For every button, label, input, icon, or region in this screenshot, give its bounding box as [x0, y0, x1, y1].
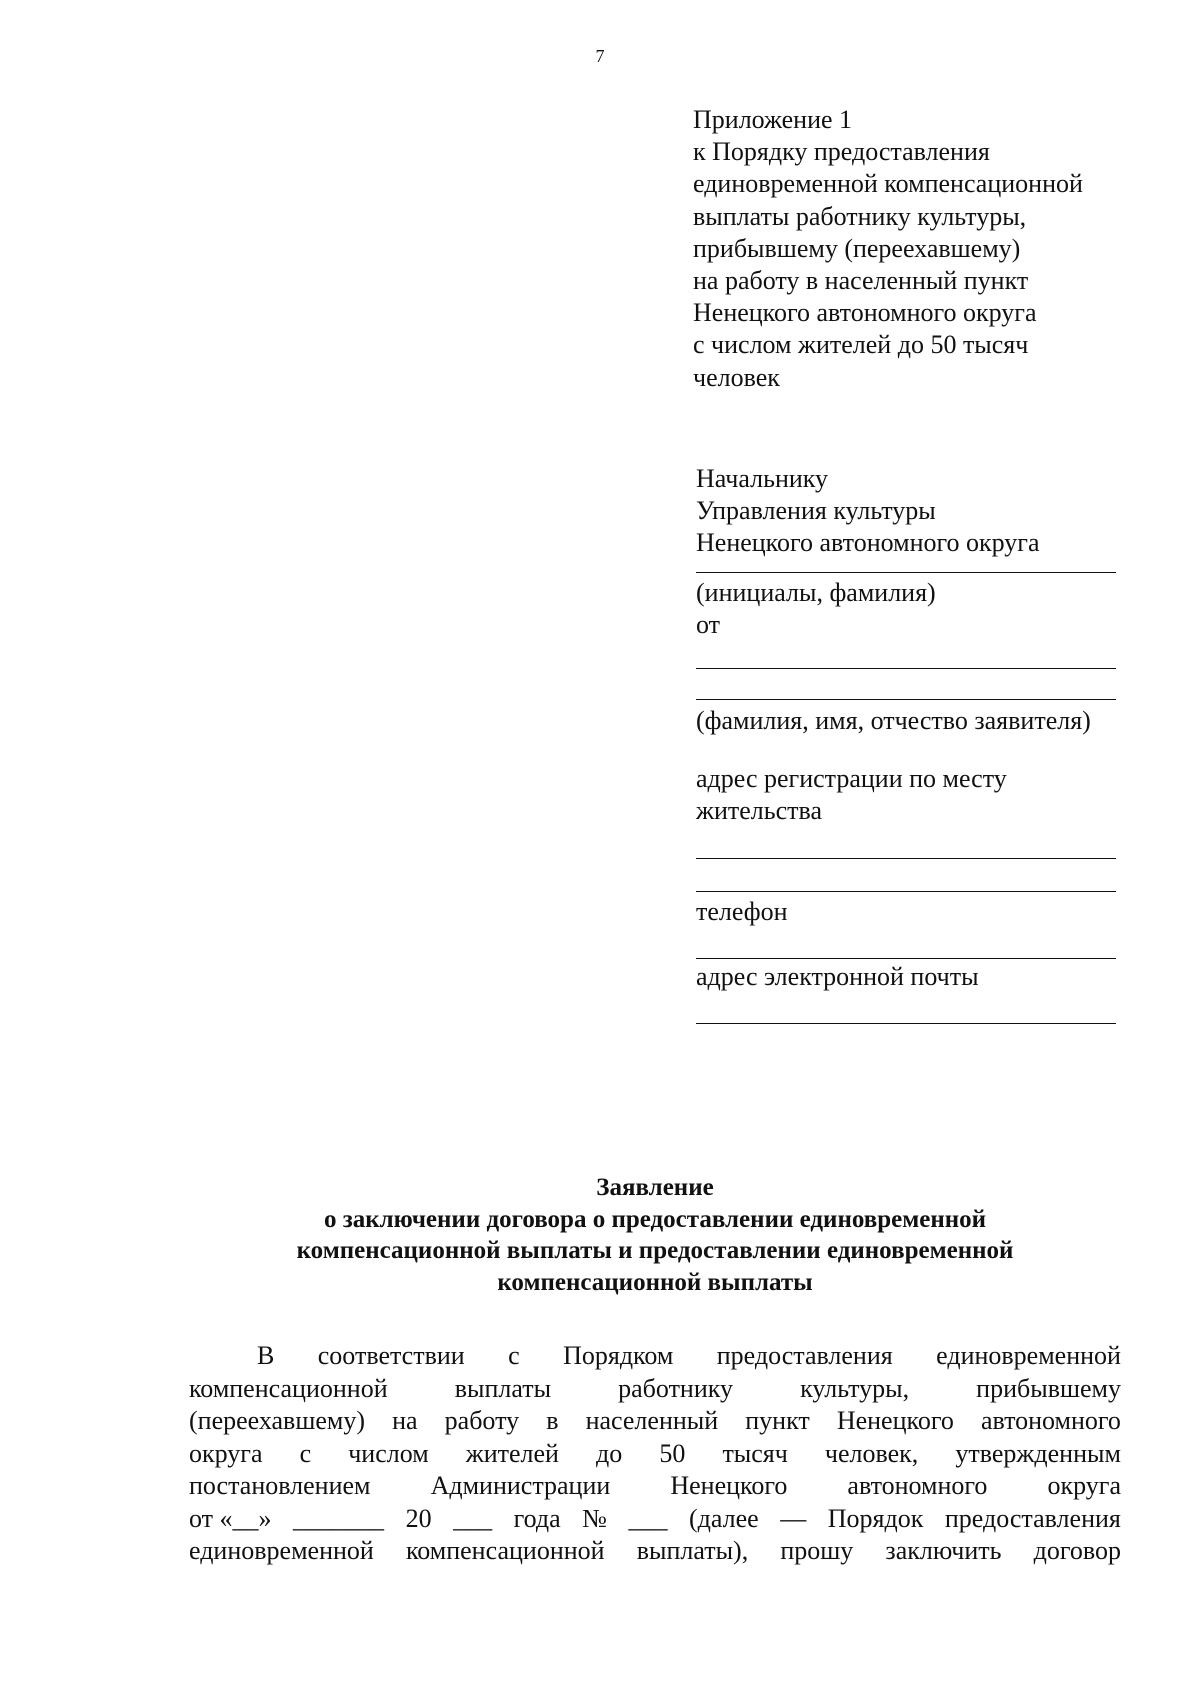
body-word: года	[513, 1503, 561, 1533]
body-word: тысяч	[722, 1438, 788, 1468]
body-line	[189, 1340, 1121, 1373]
body-word: пункт	[745, 1406, 810, 1435]
body-word: ___	[453, 1503, 493, 1533]
body-word: Порядок	[827, 1503, 924, 1533]
registration-label: адрес регистрации по месту	[696, 764, 1007, 793]
applicant-name-blank-1[interactable]	[696, 668, 1116, 669]
title-line: компенсационной выплаты	[497, 1268, 813, 1296]
body-word: утвержденным	[955, 1438, 1121, 1468]
body-word: заключить	[885, 1536, 1002, 1565]
body-word: прошу	[780, 1536, 854, 1565]
body-line	[189, 1535, 1121, 1568]
annex-line: человек	[693, 362, 780, 392]
annex-line: с числом жителей до 50 тысяч	[693, 330, 1029, 360]
body-word: на	[392, 1406, 418, 1435]
title-line: компенсационной выплаты и предоставлении единовременной	[296, 1237, 1014, 1264]
annex-line: на работу в населенный пункт	[693, 266, 1029, 296]
body-line	[189, 1503, 1121, 1536]
addressee-line: Управления культуры	[696, 496, 936, 525]
initials-caption: (инициалы, фамилия)	[696, 578, 936, 607]
body-word: соответствии	[317, 1341, 465, 1370]
addressee-line: Ненецкого автономного округа	[696, 528, 1040, 557]
body-word: автономного	[847, 1471, 988, 1500]
annex-header	[693, 104, 1083, 394]
body-word: постановлением	[189, 1471, 371, 1500]
body-word: Администрации	[430, 1471, 611, 1500]
body-word: человек,	[824, 1438, 919, 1468]
body-word: предоставления	[716, 1341, 893, 1370]
email-label: адрес электронной почты	[696, 962, 979, 991]
annex-line: к Порядку предоставления	[693, 137, 990, 167]
registration-label-cont: жительства	[696, 796, 822, 825]
body-word: с	[508, 1341, 520, 1370]
annex-line: единовременной компенсационной	[693, 169, 1083, 199]
body-word: в	[546, 1406, 559, 1435]
body-word: от «__»	[189, 1503, 272, 1533]
body-word: работу	[444, 1406, 520, 1435]
registration-address-blank-1[interactable]	[696, 858, 1116, 859]
addressee-block	[696, 463, 1121, 1024]
body-word: выплаты	[454, 1373, 552, 1403]
body-word: населенный	[585, 1406, 719, 1435]
title-line: Заявление	[596, 1174, 714, 1201]
phone-blank[interactable]	[696, 958, 1116, 959]
body-word: автономного	[980, 1406, 1121, 1435]
applicant-caption: (фамилия, имя, отчество заявителя)	[696, 706, 1091, 735]
body-word: компенсационной	[189, 1373, 388, 1403]
body-word: №	[582, 1503, 607, 1533]
body-word: жителей	[465, 1438, 559, 1468]
body-line	[189, 1373, 1121, 1406]
body-word: Порядком	[563, 1341, 674, 1370]
addressee-line: Начальнику	[696, 464, 829, 493]
body-line	[189, 1438, 1121, 1471]
body-word: договор	[1033, 1536, 1121, 1565]
body-word: Ненецкого	[836, 1406, 954, 1435]
body-word: выплаты),	[636, 1536, 749, 1565]
registration-address-blank-2[interactable]	[696, 891, 1116, 892]
body-word: —	[780, 1503, 807, 1533]
email-blank[interactable]	[696, 1023, 1116, 1024]
annex-line: Приложение 1	[693, 105, 853, 134]
document-title	[0, 1172, 1200, 1298]
body-word: ___	[628, 1503, 668, 1533]
body-word: 20	[405, 1503, 432, 1533]
phone-label: телефон	[696, 897, 788, 926]
body-line	[189, 1470, 1121, 1503]
annex-line: прибывшему (переехавшему)	[693, 233, 1021, 263]
body-word: культуры,	[800, 1373, 910, 1403]
annex-line: Ненецкого автономного округа	[693, 298, 1037, 328]
body-word: _______	[293, 1503, 385, 1533]
body-word: работнику	[618, 1373, 734, 1403]
body-word: числом	[348, 1438, 429, 1468]
body-word: В	[257, 1341, 275, 1370]
head-name-blank[interactable]	[696, 572, 1116, 573]
applicant-name-blank-2[interactable]	[696, 699, 1116, 700]
body-word: округа	[1047, 1471, 1121, 1500]
title-line: о заключении договора о предоставлении единовременной	[323, 1205, 987, 1233]
body-word: Ненецкого	[670, 1471, 788, 1500]
body-word: до	[596, 1438, 623, 1468]
body-word: (далее	[689, 1503, 759, 1533]
body-word: с	[299, 1438, 312, 1468]
body-word: предоставления	[944, 1503, 1121, 1533]
page-number: 7	[595, 46, 605, 66]
annex-line: выплаты работнику культуры,	[693, 201, 1027, 231]
body-word: прибывшему	[976, 1373, 1121, 1403]
body-word: округа	[189, 1438, 263, 1468]
from-label: от	[696, 610, 721, 639]
body-word: (переехавшему)	[189, 1406, 365, 1435]
body-line	[189, 1405, 1121, 1438]
application-body	[189, 1340, 1121, 1568]
body-word: единовременной	[936, 1341, 1121, 1370]
body-word: 50	[659, 1438, 686, 1468]
body-word: единовременной	[189, 1536, 374, 1565]
body-word: компенсационной	[405, 1536, 605, 1565]
